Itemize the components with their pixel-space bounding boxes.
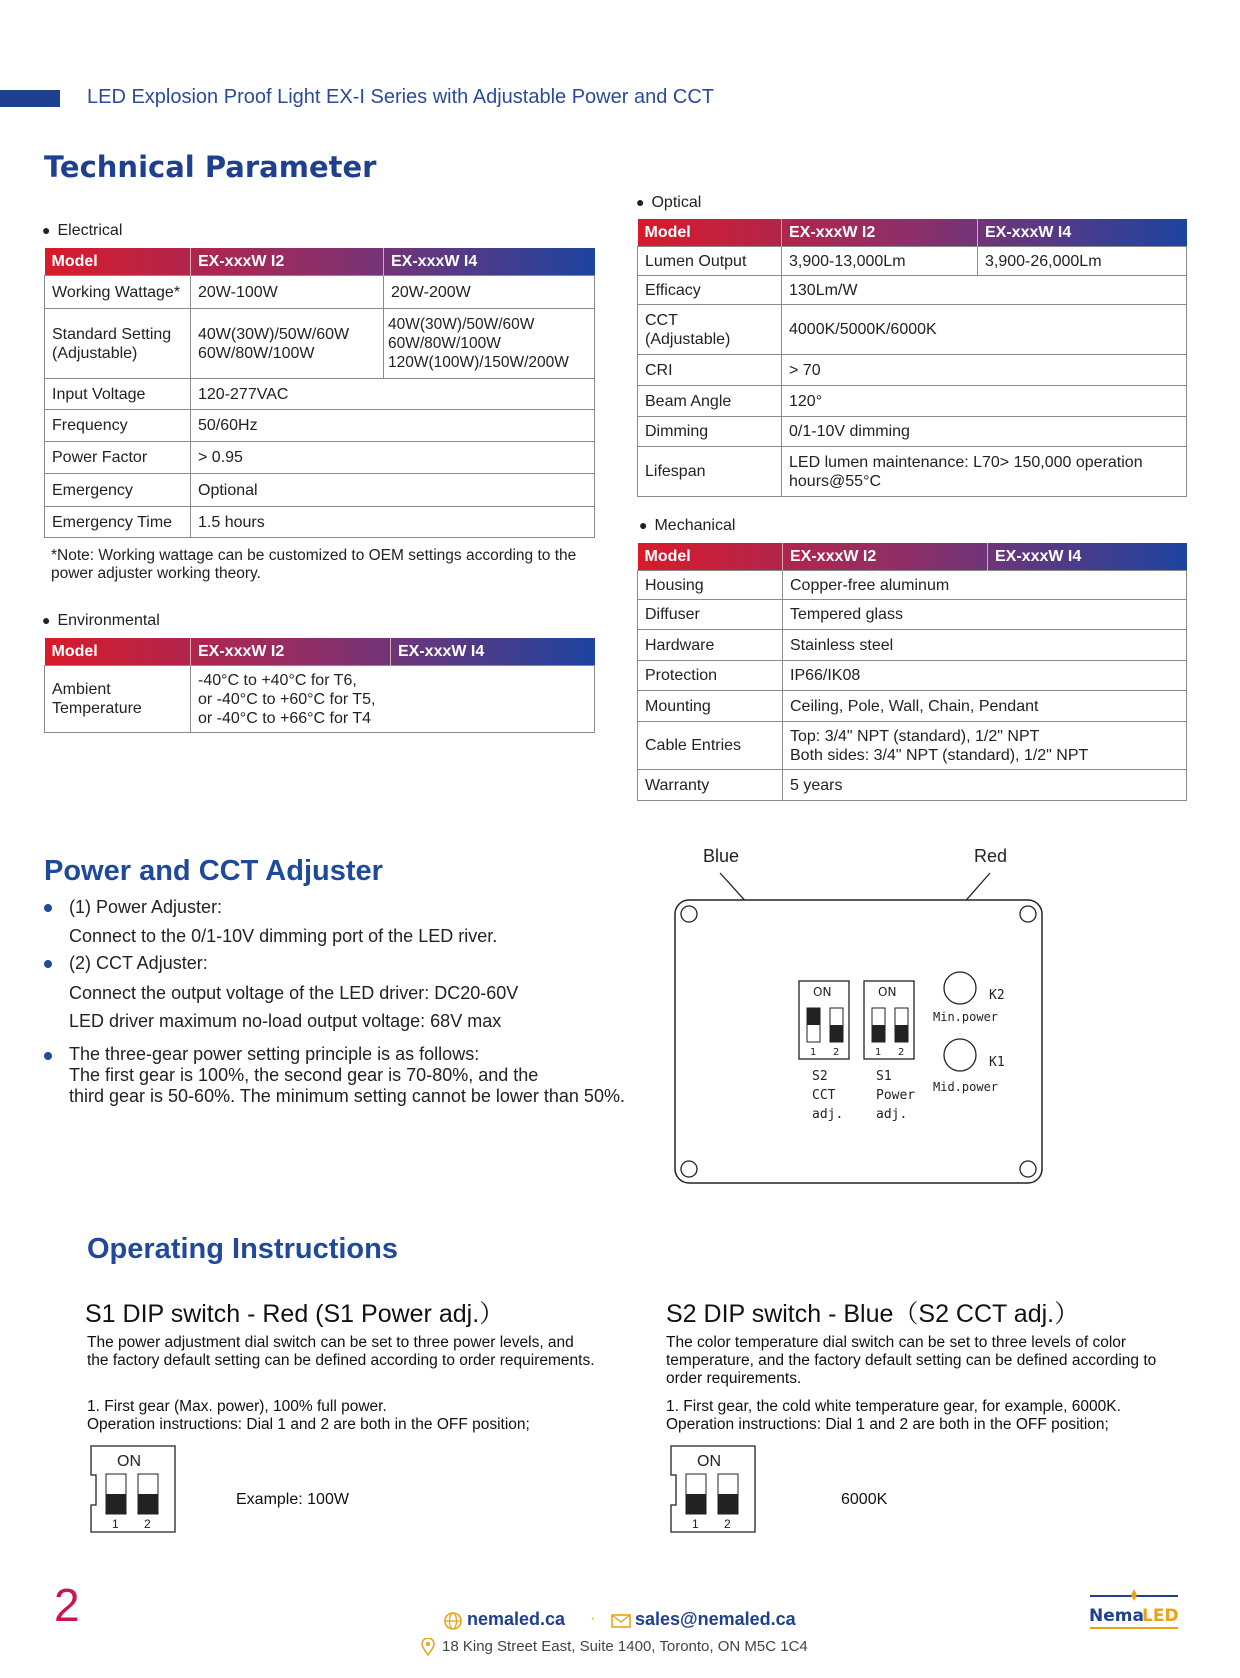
table-row [638, 691, 1187, 722]
table-header-cell: Model [644, 224, 691, 241]
table-row [45, 410, 595, 442]
table-cell: Frequency [45, 410, 191, 442]
bullet-dot [44, 960, 52, 968]
s2-caption: adj. [812, 1107, 844, 1122]
k2-button [944, 972, 976, 1004]
table-header-cell: Model [644, 548, 691, 565]
table-header-cell: EX-xxxW I4 [978, 219, 1187, 247]
document-header-title: LED Explosion Proof Light EX-I Series with Adjustable Power and CCT [87, 86, 714, 108]
s1-caption: adj. [876, 1107, 908, 1122]
environmental-label: ● Environmental [42, 612, 160, 629]
dip-number: 1 [875, 1047, 882, 1058]
table-cell: -40°C to +40°C for T6, or -40°C to +60°C for T5, or -40°C to +66°C for T4 [191, 666, 595, 733]
table-row [45, 666, 595, 733]
table-row [638, 571, 1187, 600]
table-cell: > 70 [782, 355, 1187, 386]
dip-number: 2 [898, 1047, 905, 1058]
table-cell: Diffuser [638, 600, 783, 630]
dip-number: 2 [144, 1517, 151, 1531]
table-cell: Dimming [638, 417, 782, 447]
table-cell: 1.5 hours [191, 507, 595, 538]
table-cell: 3,900-26,000Lm [978, 247, 1187, 276]
location-pin-icon [421, 1638, 435, 1656]
table-row [638, 305, 1187, 355]
min-power-label: Min.power [933, 1010, 999, 1024]
table-cell: 130Lm/W [782, 276, 1187, 305]
table-cell: 40W(30W)/50W/60W 60W/80W/100W [191, 309, 384, 379]
table-cell: 40W(30W)/50W/60W 60W/80W/100W 120W(100W)/150W/200W [384, 309, 595, 379]
s2-example-dip-switch [670, 1445, 756, 1533]
table-cell: 5 years [783, 770, 1187, 801]
table-header-cell: EX-xxxW I2 [191, 638, 391, 666]
table-row [45, 276, 595, 309]
table-cell: 50/60Hz [191, 410, 595, 442]
s2-instruction-text: Operation instructions: Dial 1 and 2 are both in the OFF position; [666, 1416, 1109, 1433]
adjuster-item1-title: (1) Power Adjuster: [69, 897, 223, 917]
dip-knob-2 [830, 1025, 843, 1042]
operating-title: Operating Instructions [87, 1233, 398, 1265]
table-row [638, 386, 1187, 417]
table-cell: Cable Entries [638, 722, 783, 770]
table-cell: 120-277VAC [191, 379, 595, 410]
adjuster-item3 [69, 1044, 625, 1107]
table-header-cell: EX-xxxW I4 [384, 248, 595, 276]
table-cell: Lifespan [638, 447, 782, 497]
adjuster-item3-line: third gear is 50-60%. The minimum setting cannot be lower than 50%. [69, 1086, 625, 1106]
s2-example-label: 6000K [841, 1491, 888, 1508]
s1-paragraph: The power adjustment dial switch can be set to three power levels, and the factory default setting can be defined according to order requirements. [87, 1334, 595, 1369]
globe-icon [443, 1611, 463, 1631]
s2-step-text: 1. First gear, the cold white temperature gear, for example, 6000K. [666, 1398, 1121, 1415]
adjuster-diagram [660, 838, 1060, 1190]
adjuster-title: Power and CCT Adjuster [44, 855, 383, 887]
environmental-table [44, 638, 595, 733]
s2-step [666, 1398, 1196, 1434]
table-row [45, 309, 595, 379]
table-row [638, 661, 1187, 691]
s2-section-title: S2 DIP switch - Blue（S2 CCT adj.） [666, 1300, 1080, 1328]
page-title: Technical Parameter [44, 150, 377, 184]
blue-wire-label: Blue [703, 846, 740, 866]
s1-caption: Power [876, 1088, 916, 1103]
k1-button [944, 1039, 976, 1071]
table-row [45, 442, 595, 474]
dip-knob-1 [106, 1494, 126, 1514]
s2-caption: CCT [812, 1088, 836, 1103]
table-cell: Copper-free aluminum [783, 571, 1187, 600]
svg-text:LED: LED [1142, 1606, 1179, 1626]
table-cell: 0/1-10V dimming [782, 417, 1187, 447]
electrical-note: *Note: Working wattage can be customized to OEM settings according to the power adjuster working theory. [51, 547, 577, 582]
table-cell: IP66/IK08 [783, 661, 1187, 691]
table-cell: > 0.95 [191, 442, 595, 474]
s2-caption: S2 [812, 1069, 828, 1084]
table-header-cell: EX-xxxW I2 [782, 219, 978, 247]
dip-knob-2 [895, 1025, 908, 1042]
table-cell: Standard Setting (Adjustable) [45, 309, 191, 379]
table-row [638, 417, 1187, 447]
table-cell: 120° [782, 386, 1187, 417]
dip-number: 2 [833, 1047, 840, 1058]
table-cell: 20W-100W [191, 276, 384, 309]
s1-example-label: Example: 100W [236, 1491, 349, 1508]
bullet-dot [44, 1052, 52, 1060]
mechanical-table [637, 543, 1187, 801]
table-cell: CRI [638, 355, 782, 386]
footer-separator: · [590, 1610, 596, 1627]
dip-number: 1 [112, 1517, 119, 1531]
s1-section-title: S1 DIP switch - Red (S1 Power adj.） [85, 1300, 505, 1328]
table-cell: Ceiling, Pole, Wall, Chain, Pendant [783, 691, 1187, 722]
table-row [638, 355, 1187, 386]
s2-paragraph: The color temperature dial switch can be set to three levels of color temperature, and the factory default setting can be defined according to order requirements. [666, 1334, 1157, 1387]
on-label: ON [878, 985, 897, 999]
table-cell: Emergency [45, 474, 191, 507]
table-cell: Housing [638, 571, 783, 600]
table-row [638, 722, 1187, 770]
table-row [638, 600, 1187, 630]
table-cell: Beam Angle [638, 386, 782, 417]
dip-knob-1 [686, 1494, 706, 1514]
dip-knob-1 [872, 1025, 885, 1042]
adjuster-item2-text2: LED driver maximum no-load output voltage: 68V max [69, 1011, 502, 1031]
table-row [45, 379, 595, 410]
table-header-cell: Model [51, 643, 98, 660]
electrical-table [44, 248, 595, 538]
board-outline [675, 900, 1042, 1183]
table-cell: Working Wattage* [45, 276, 191, 309]
adjuster-item3-line: The first gear is 100%, the second gear is 70-80%, and the [69, 1065, 539, 1085]
dip-number: 2 [724, 1517, 731, 1531]
table-row [45, 474, 595, 507]
table-cell: Top: 3/4" NPT (standard), 1/2" NPT Both sides: 3/4" NPT (standard), 1/2" NPT [783, 722, 1187, 770]
red-wire-label: Red [974, 846, 1008, 866]
website-link[interactable]: nemaled.ca [467, 1609, 566, 1629]
optical-label: ● Optical [636, 194, 702, 211]
table-cell: Tempered glass [783, 600, 1187, 630]
table-cell: Input Voltage [45, 379, 191, 410]
header-accent-bar [0, 90, 60, 107]
bullet-dot [44, 904, 52, 912]
mail-icon [611, 1614, 631, 1628]
table-header-cell: EX-xxxW I2 [783, 543, 988, 571]
table-header-cell: Model [51, 253, 98, 270]
table-cell: Warranty [638, 770, 783, 801]
electrical-label: ● Electrical [42, 222, 123, 239]
table-cell: Efficacy [638, 276, 782, 305]
dip-number: 1 [692, 1517, 699, 1531]
table-row [638, 247, 1187, 276]
table-row [638, 447, 1187, 497]
k2-label: K2 [989, 988, 1005, 1003]
mid-power-label: Mid.power [933, 1080, 999, 1094]
dip-number: 1 [810, 1047, 817, 1058]
table-cell: 20W-200W [384, 276, 595, 309]
table-cell: Stainless steel [783, 630, 1187, 661]
address-text: 18 King Street East, Suite 1400, Toronto, ON M5C 1C4 [442, 1638, 808, 1655]
table-cell: Mounting [638, 691, 783, 722]
dip-knob-1 [807, 1008, 820, 1025]
table-row [638, 276, 1187, 305]
svg-text:Nema: Nema [1089, 1606, 1144, 1626]
page-number: 2 [54, 1579, 80, 1631]
table-header-cell: EX-xxxW I2 [191, 248, 384, 276]
k1-label: K1 [989, 1055, 1005, 1070]
s1-instruction-text: Operation instructions: Dial 1 and 2 are both in the OFF position; [87, 1416, 530, 1433]
logo-icon [1086, 1587, 1182, 1633]
table-cell: 3,900-13,000Lm [782, 247, 978, 276]
dip-knob-2 [138, 1494, 158, 1514]
table-cell: Lumen Output [638, 247, 782, 276]
table-cell: LED lumen maintenance: L70> 150,000 operation hours@55°C [782, 447, 1187, 497]
table-cell: Optional [191, 474, 595, 507]
table-cell: Protection [638, 661, 783, 691]
mechanical-label: ● Mechanical [639, 517, 736, 534]
table-header-cell: EX-xxxW I4 [988, 543, 1187, 571]
email-link[interactable]: sales@nemaled.ca [635, 1609, 796, 1629]
optical-table [637, 219, 1187, 497]
adjuster-item2-title: (2) CCT Adjuster: [69, 953, 208, 973]
table-cell: Power Factor [45, 442, 191, 474]
table-row [45, 507, 595, 538]
s1-step-text: 1. First gear (Max. power), 100% full power. [87, 1398, 387, 1415]
s1-step [87, 1398, 607, 1434]
adjuster-item1-text: Connect to the 0/1-10V dimming port of the LED river. [69, 926, 498, 946]
s1-caption: S1 [876, 1069, 892, 1084]
table-cell: CCT (Adjustable) [638, 305, 782, 355]
on-label: ON [697, 1453, 721, 1470]
dip-knob-2 [718, 1494, 738, 1514]
table-cell: Emergency Time [45, 507, 191, 538]
table-header-cell: EX-xxxW I4 [391, 638, 595, 666]
on-label: ON [813, 985, 832, 999]
table-row [638, 770, 1187, 801]
table-cell: Hardware [638, 630, 783, 661]
s1-example-dip-switch [90, 1445, 176, 1533]
adjuster-item2-text1: Connect the output voltage of the LED driver: DC20-60V [69, 983, 519, 1003]
table-cell: 4000K/5000K/6000K [782, 305, 1187, 355]
on-label: ON [117, 1453, 141, 1470]
table-cell: Ambient Temperature [45, 666, 191, 733]
adjuster-item3-line: The three-gear power setting principle is as follows: [69, 1044, 480, 1064]
table-row [638, 630, 1187, 661]
